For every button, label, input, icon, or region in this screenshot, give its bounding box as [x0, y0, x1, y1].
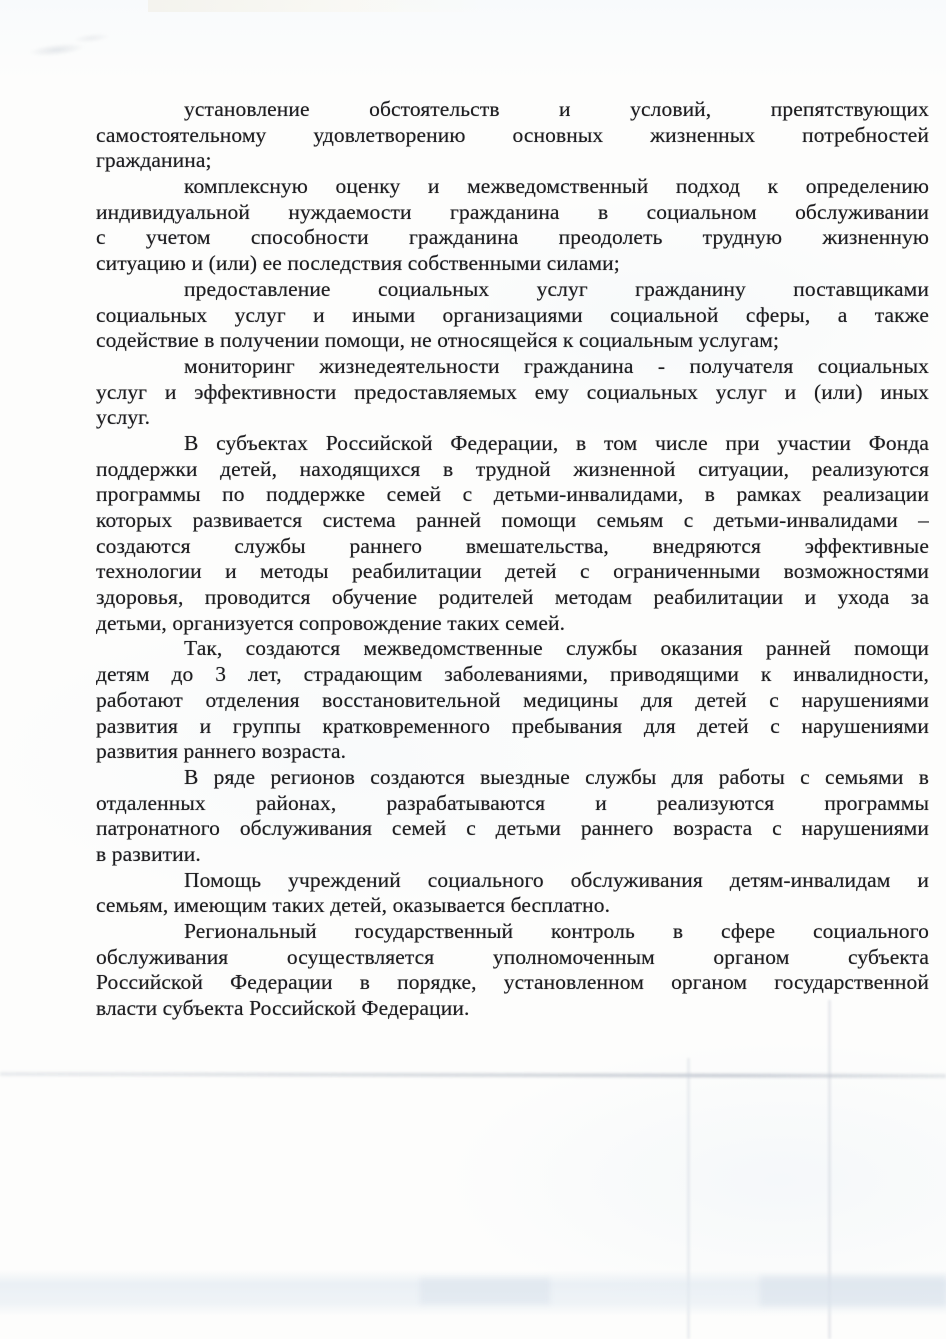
text-line: с учетом способности гражданина преодолеть трудную жизненную — [96, 225, 929, 250]
text-line: Российской Федерации в порядке, установленном органом государственной — [96, 970, 929, 995]
text-line: В ряде регионов создаются выездные службы для работы с семьями в — [184, 764, 929, 789]
text-line: здоровья, проводится обучение родителей методам реабилитации и ухода за — [96, 585, 929, 610]
paragraph — [96, 765, 929, 868]
scan-artifact-bottom-patch — [760, 1276, 946, 1306]
text-line: предоставление социальных услуг гражданину поставщиками — [184, 276, 929, 301]
text-line: которых развивается система ранней помощи семьям с детьми-инвалидами – — [96, 508, 929, 532]
text-line: услуг и эффективности предоставляемых ему социальных услуг и (или) иных — [96, 379, 929, 404]
text-line: установление обстоятельств и условий, препятствующих — [184, 97, 929, 121]
scan-artifact-top-strip — [148, 0, 588, 12]
scan-artifact-vertical-streak — [687, 1058, 690, 1339]
scan-artifact-vertical-streak — [828, 1000, 831, 1339]
text-line: создаются службы раннего вмешательства, внедряются эффективные — [96, 533, 929, 558]
text-line: ситуацию и (или) ее последствия собственными силами; — [96, 251, 620, 276]
text-line: индивидуальной нуждаемости гражданина в социальном обслуживании — [96, 199, 929, 224]
paragraph — [96, 97, 929, 174]
text-line: программы по поддержке семей с детьми-инвалидами, в рамках реализации — [96, 482, 929, 507]
text-line: самостоятельному удовлетворению основных жизненных потребностей — [96, 122, 929, 147]
text-line: в развитии. — [96, 841, 201, 866]
paragraph — [96, 868, 929, 919]
scan-artifact-wavy-line — [0, 1072, 946, 1078]
text-line: услуг. — [96, 405, 151, 430]
scan-artifact-smudge — [25, 25, 123, 63]
text-line: отдаленных районах, разрабатываются и реализуются программы — [96, 790, 929, 815]
text-line: работают отделения восстановительной медицины для детей с нарушениями — [96, 687, 929, 712]
text-line: технологии и методы реабилитации детей с ограниченными возможностями — [96, 559, 929, 584]
scan-artifact-bottom-patch — [420, 1278, 550, 1304]
paragraph — [96, 277, 929, 354]
paragraph — [96, 919, 929, 1022]
text-line: развития раннего возраста. — [96, 739, 347, 764]
text-line: мониторинг жизнедеятельности гражданина - получателя социальных — [184, 353, 929, 378]
text-line: социальных услуг и иными организациями социальной сферы, а также — [96, 302, 929, 327]
text-line: Помощь учреждений социального обслуживания детям-инвалидам и — [184, 867, 929, 892]
text-line: Так, создаются межведомственные службы оказания ранней помощи — [184, 636, 929, 661]
paragraph — [96, 174, 929, 277]
text-line: гражданина; — [96, 148, 212, 173]
text-line: патронатного обслуживания семей с детьми раннего возраста с нарушениями — [96, 816, 929, 841]
text-line: поддержки детей, находящихся в трудной жизненной ситуации, реализуются — [96, 456, 929, 481]
text-line: обслуживания осуществляется уполномоченным органом субъекта — [96, 944, 929, 969]
text-line: детьми, организуется сопровождение таких семей. — [96, 610, 566, 635]
text-line: развития и группы кратковременного пребывания для детей с нарушениями — [96, 713, 929, 738]
text-line: власти субъекта Российской Федерации. — [96, 996, 470, 1021]
text-line: детям до 3 лет, страдающим заболеваниями, приводящими к инвалидности, — [96, 662, 929, 687]
paragraph — [96, 636, 929, 764]
scan-artifact-bottom-band — [0, 1270, 946, 1316]
paragraph — [96, 431, 929, 637]
document-text-block — [96, 97, 929, 1022]
text-line: содействие в получении помощи, не относящейся к социальным услугам; — [96, 328, 780, 353]
text-line: В субъектах Российской Федерации, в том числе при участии Фонда — [184, 430, 929, 455]
paragraph — [96, 354, 929, 431]
text-line: семьям, имеющим таких детей, оказывается бесплатно. — [96, 893, 611, 918]
text-line: Региональный государственный контроль в сфере социального — [184, 919, 929, 943]
text-line: комплексную оценку и межведомственный подход к определению — [184, 174, 929, 199]
